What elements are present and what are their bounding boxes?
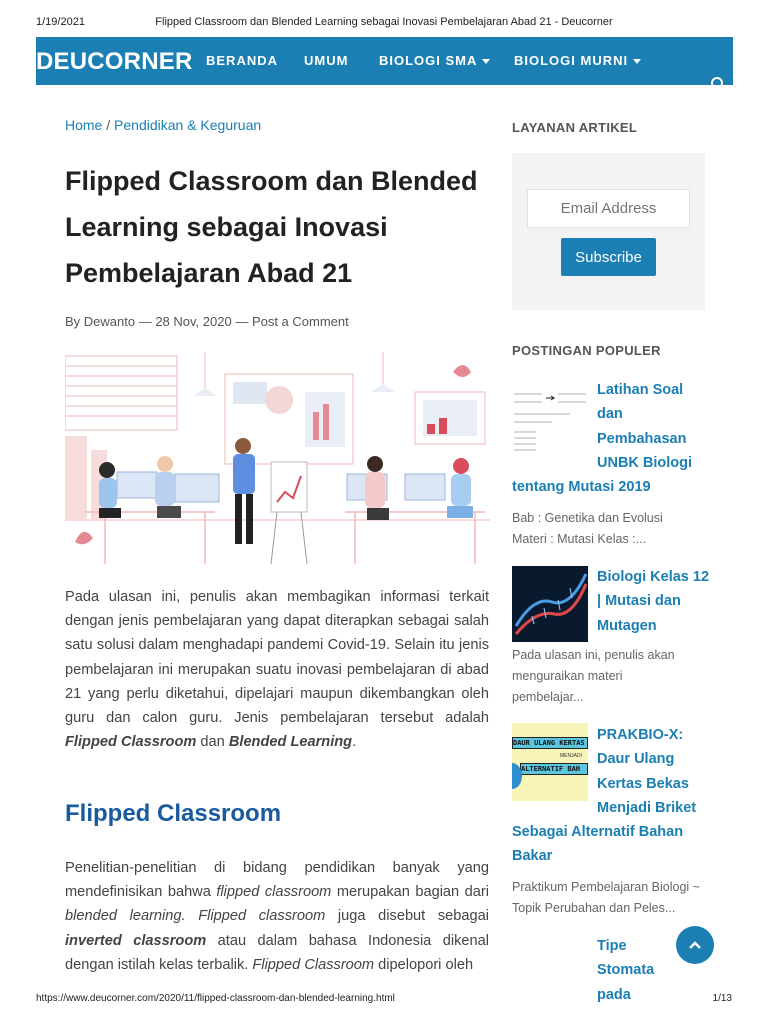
post-date: 28 Nov, 2020: [155, 314, 232, 329]
nav-item-beranda[interactable]: [206, 53, 278, 68]
emphasis-text: Flipped Classroom: [252, 956, 375, 973]
paragraph-text: merupakan bagian dari: [331, 884, 489, 901]
thumb-text: DAUR ULANG KERTAS: [512, 737, 588, 749]
article-paragraph: [65, 585, 489, 754]
post-thumbnail[interactable]: [512, 723, 588, 801]
popular-post-title[interactable]: Tipe Stomata pada: [597, 938, 655, 1003]
classroom-illustration: [65, 352, 490, 570]
popular-post-title[interactable]: PRAKBIO-X: Daur Ulang Kertas Bekas Menjadi Briket: [597, 727, 697, 816]
caret-down-icon: [633, 59, 641, 64]
meta-separator: —: [135, 314, 156, 329]
popular-post-excerpt: Materi : Mutasi Kelas :...: [512, 532, 647, 546]
chevron-up-icon: [687, 937, 703, 953]
paragraph-text: Penelitian-penelitian di bidang pendidikan banyak yang mendefinisikan bahwa: [65, 860, 489, 901]
breadcrumb-separator: /: [102, 117, 115, 133]
nav-item-biologi-sma[interactable]: [379, 53, 490, 68]
paragraph-text: dipelopori oleh: [374, 956, 474, 973]
post-thumbnail[interactable]: [512, 380, 588, 460]
nav-item-umum[interactable]: [304, 53, 348, 68]
breadcrumb-category[interactable]: Pendidikan & Keguruan: [114, 117, 262, 133]
paragraph-text: dan: [196, 734, 229, 751]
breadcrumb: [65, 117, 261, 133]
site-logo[interactable]: DEUCORNER: [36, 48, 193, 75]
email-input[interactable]: [527, 189, 690, 228]
paragraph-text: juga disebut sebagai: [325, 908, 490, 925]
popular-post-excerpt: pembelajar...: [512, 690, 584, 704]
emphasis-text: blended learning. Flipped classroom: [65, 908, 326, 925]
nav-label: BERANDA: [206, 53, 278, 68]
popular-post-excerpt: Bab : Genetika dan Evolusi: [512, 511, 663, 525]
thumb-text: ALTERNATIF BAH: [520, 763, 588, 775]
paragraph-text: atau dalam bahasa Indonesia dikenal dengan istilah kelas terbalik.: [65, 932, 489, 973]
post-author[interactable]: By Dewanto: [65, 314, 136, 329]
nav-item-biologi-murni[interactable]: [514, 53, 641, 68]
emphasis-flipped-classroom: Flipped Classroom: [65, 734, 197, 751]
navbar: [36, 37, 733, 85]
popular-post-title[interactable]: Sebagai Alternatif Bahan Bakar: [512, 824, 684, 865]
popular-post-title[interactable]: Biologi Kelas 12 | Mutasi dan Mutagen: [597, 569, 710, 634]
paragraph-text: Pada ulasan ini, penulis akan membagikan informasi terkait dengan jenis pembelajaran yang dapat diterapkan sebagai salah satu solusi dalam menghadapi pandemi Covid-19. Selain itu jenis pembelajaran ini merupakan suatu inovasi pembelajaran di abad 21 yang perlu diketahui, dipelajari maupun dikembangkan oleh guru dan calon guru. Jenis pembelajaran tersebut adalah: [65, 589, 489, 727]
caret-down-icon: [482, 59, 490, 64]
post-thumbnail[interactable]: [512, 566, 588, 642]
search-icon[interactable]: [711, 77, 723, 85]
print-date: 1/19/2021: [36, 16, 85, 28]
popular-post-excerpt: Praktikum Pembelajaran Biologi ~ Topik Perubahan dan Peles...: [512, 880, 700, 915]
subscribe-button[interactable]: Subscribe: [561, 238, 656, 276]
page-title: Flipped Classroom dan Blended Learning sebagai Inovasi Pembelajaran Abad 21: [65, 166, 478, 288]
paragraph-text: .: [352, 734, 357, 751]
sidebar-heading-service: LAYANAN ARTIKEL: [512, 120, 638, 135]
popular-post-title[interactable]: tentang Mutasi 2019: [512, 479, 651, 495]
emphasis-blended-learning: Blended Learning: [228, 734, 353, 751]
popular-post-excerpt: Pada ulasan ini, penulis akan menguraikan materi: [512, 648, 675, 683]
print-title: Flipped Classroom dan Blended Learning sebagai Inovasi Pembelajaran Abad 21 - Deucorner: [155, 16, 613, 28]
sidebar-heading-popular: POSTINGAN POPULER: [512, 343, 661, 358]
nav-label: BIOLOGI MURNI: [514, 53, 629, 68]
post-comment-link[interactable]: Post a Comment: [251, 314, 349, 329]
section-heading: Flipped Classroom: [65, 800, 282, 827]
emphasis-inverted-classroom: inverted classroom: [65, 932, 207, 949]
print-url: https://www.deucorner.com/2020/11/flipped-classroom-dan-blended-learning.html: [36, 993, 395, 1004]
nav-label: BIOLOGI SMA: [379, 53, 478, 68]
breadcrumb-home[interactable]: Home: [65, 117, 103, 133]
thumb-text: MENJADI: [560, 753, 582, 759]
article-paragraph: [65, 856, 489, 977]
back-to-top-button[interactable]: [676, 926, 714, 964]
nav-label: UMUM: [304, 53, 349, 68]
popular-post-title[interactable]: Latihan Soal dan Pembahasan UNBK Biologi: [597, 382, 693, 471]
post-meta: [65, 314, 349, 329]
subscribe-widget: [512, 153, 705, 310]
meta-separator: —: [231, 314, 252, 329]
emphasis-text: flipped classroom: [216, 884, 332, 901]
print-header: [36, 16, 732, 30]
page-number: 1/13: [712, 993, 732, 1004]
